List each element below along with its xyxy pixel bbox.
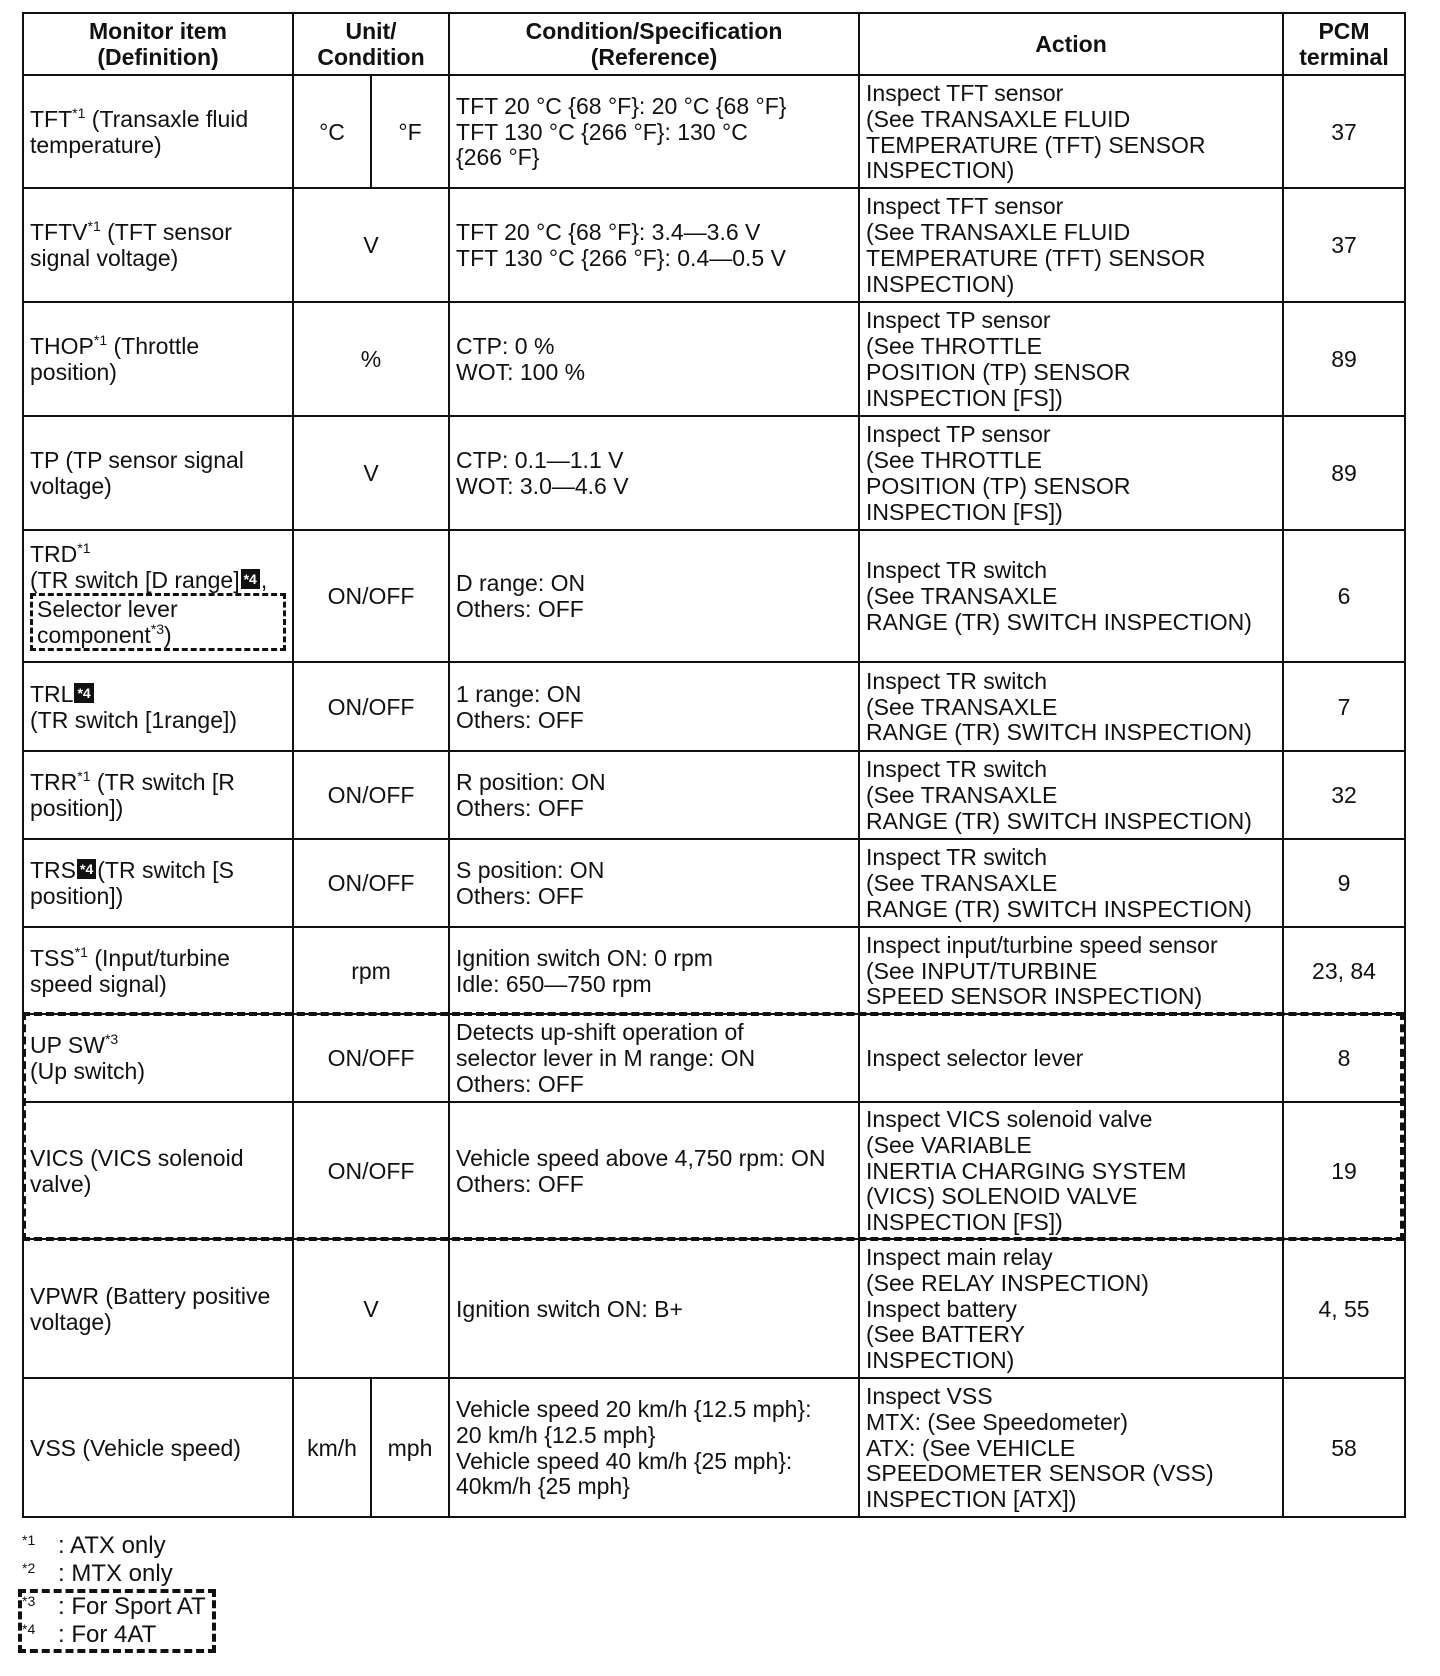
header-monitor-item: Monitor item (Definition) <box>23 13 293 75</box>
header-unit: Unit/ Condition <box>293 13 449 75</box>
table-row-tft <box>23 75 1405 188</box>
monitor-item: VICS (VICS solenoid valve) <box>23 1102 293 1239</box>
unit-celsius: °C <box>293 75 371 188</box>
action: Inspect TR switch (See TRANSAXLE RANGE (TR) SWITCH INSPECTION) <box>859 751 1283 839</box>
unit: ON/OFF <box>293 751 449 839</box>
pcm-terminal: 8 <box>1283 1014 1405 1102</box>
table-row-trl <box>23 662 1405 751</box>
sport-at-dashed-box: Selector lever component$^{*3}$) <box>30 593 286 651</box>
table-row-vpwr <box>23 1239 1405 1378</box>
unit: ON/OFF <box>293 1014 449 1102</box>
condition: Ignition switch ON: B+ <box>449 1239 859 1378</box>
action: Inspect TFT sensor (See TRANSAXLE FLUID TEMPERATURE (TFT) SENSOR INSPECTION) <box>859 188 1283 302</box>
condition: R position: ON Others: OFF <box>449 751 859 839</box>
pcm-terminal: 37 <box>1283 75 1405 188</box>
unit-mph: mph <box>371 1378 449 1517</box>
pcm-terminal: 89 <box>1283 416 1405 530</box>
condition: Vehicle speed 20 km/h {12.5 mph}: 20 km/h {12.5 mph} Vehicle speed 40 km/h {25 mph}: 40km/h {25 mph} <box>449 1378 859 1517</box>
condition: CTP: 0 % WOT: 100 % <box>449 302 859 416</box>
monitor-item: VSS (Vehicle speed) <box>23 1378 293 1517</box>
monitor-item: TRR$^{*1}$ (TR switch [R position]) <box>23 751 293 839</box>
action: Inspect main relay (See RELAY INSPECTION) Inspect battery (See BATTERY INSPECTION) <box>859 1239 1283 1378</box>
action: Inspect TR switch (See TRANSAXLE RANGE (TR) SWITCH INSPECTION) <box>859 662 1283 751</box>
condition: Detects up-shift operation of selector lever in M range: ON Others: OFF <box>449 1014 859 1102</box>
unit: ON/OFF <box>293 1102 449 1239</box>
footnote-dashed-group <box>18 1589 216 1654</box>
unit: ON/OFF <box>293 839 449 927</box>
monitor-item: TFT$^{*1}$ (Transaxle fluid temperature) <box>23 75 293 188</box>
pcm-terminal: 6 <box>1283 530 1405 662</box>
monitor-item: THOP$^{*1}$ (Throttle position) <box>23 302 293 416</box>
monitor-item: TRS *4 (TR switch [S position]) <box>23 839 293 927</box>
table-header-row <box>23 13 1405 75</box>
monitor-item: UP SW$^{*3}$ (Up switch) <box>23 1014 293 1102</box>
table-row-trs <box>23 839 1405 927</box>
action: Inspect TP sensor (See THROTTLE POSITION (TP) SENSOR INSPECTION [FS]) <box>859 416 1283 530</box>
monitor-item: TSS$^{*1}$ (Input/turbine speed signal) <box>23 927 293 1014</box>
condition: TFT 20 °C {68 °F}: 3.4—3.6 V TFT 130 °C {266 °F}: 0.4—0.5 V <box>449 188 859 302</box>
table-row-tp <box>23 416 1405 530</box>
unit-kmh: km/h <box>293 1378 371 1517</box>
table-row-trr <box>23 751 1405 839</box>
unit: % <box>293 302 449 416</box>
unit: V <box>293 188 449 302</box>
unit: ON/OFF <box>293 530 449 662</box>
monitor-item: TFTV$^{*1}$ (TFT sensor signal voltage) <box>23 188 293 302</box>
unit-fahrenheit: °F <box>371 75 449 188</box>
table-row-thop <box>23 302 1405 416</box>
pcm-terminal: 32 <box>1283 751 1405 839</box>
table-row-tftv <box>23 188 1405 302</box>
for-4at-badge: *4 <box>241 569 260 589</box>
monitor-item: TRD$^{*1}$ (TR switch [D range] *4 , Selector lever component$^{*3}$) <box>23 530 293 662</box>
action: Inspect VICS solenoid valve (See VARIABLE INERTIA CHARGING SYSTEM (VICS) SOLENOID VALVE INSPECTION [FS]) <box>859 1102 1283 1239</box>
action: Inspect TP sensor (See THROTTLE POSITION (TP) SENSOR INSPECTION [FS]) <box>859 302 1283 416</box>
condition: TFT 20 °C {68 °F}: 20 °C {68 °F} TFT 130 °C {266 °F}: 130 °C {266 °F} <box>449 75 859 188</box>
condition: S position: ON Others: OFF <box>449 839 859 927</box>
unit: V <box>293 416 449 530</box>
unit: ON/OFF <box>293 662 449 751</box>
pcm-terminal: 23, 84 <box>1283 927 1405 1014</box>
monitor-item-table <box>22 12 1406 1518</box>
action: Inspect input/turbine speed sensor (See INPUT/TURBINE SPEED SENSOR INSPECTION) <box>859 927 1283 1014</box>
pcm-terminal: 37 <box>1283 188 1405 302</box>
pcm-terminal: 7 <box>1283 662 1405 751</box>
header-pcm-terminal: PCM terminal <box>1283 13 1405 75</box>
header-action: Action <box>859 13 1283 75</box>
action: Inspect TFT sensor (See TRANSAXLE FLUID TEMPERATURE (TFT) SENSOR INSPECTION) <box>859 75 1283 188</box>
pcm-terminal: 9 <box>1283 839 1405 927</box>
for-4at-badge: *4 <box>77 859 96 879</box>
table-row-vss <box>23 1378 1405 1517</box>
table-row-tss <box>23 927 1405 1014</box>
monitor-item: TRL *4 (TR switch [1range]) <box>23 662 293 751</box>
pcm-terminal: 58 <box>1283 1378 1405 1517</box>
footnotes <box>22 1532 216 1653</box>
footnote-sport-at: *3 : For Sport AT <box>22 1592 206 1620</box>
table-row-vics <box>23 1102 1405 1239</box>
pcm-terminal: 19 <box>1283 1102 1405 1239</box>
unit: rpm <box>293 927 449 1014</box>
header-condition: Condition/Specification (Reference) <box>449 13 859 75</box>
unit: V <box>293 1239 449 1378</box>
action: Inspect TR switch (See TRANSAXLE RANGE (TR) SWITCH INSPECTION) <box>859 530 1283 662</box>
condition: Vehicle speed above 4,750 rpm: ON Others: OFF <box>449 1102 859 1239</box>
table-row-trd <box>23 530 1405 662</box>
pcm-terminal: 89 <box>1283 302 1405 416</box>
table-row-up-sw <box>23 1014 1405 1102</box>
monitor-item: VPWR (Battery positive voltage) <box>23 1239 293 1378</box>
footnote-atx-only: *1 : ATX only <box>22 1532 166 1559</box>
action: Inspect TR switch (See TRANSAXLE RANGE (TR) SWITCH INSPECTION) <box>859 839 1283 927</box>
condition: Ignition switch ON: 0 rpm Idle: 650—750 rpm <box>449 927 859 1014</box>
monitor-item: TP (TP sensor signal voltage) <box>23 416 293 530</box>
action: Inspect VSS MTX: (See Speedometer) ATX: (See VEHICLE SPEEDOMETER SENSOR (VSS) INSPECTION [ATX]) <box>859 1378 1283 1517</box>
for-4at-badge: *4 <box>74 683 93 703</box>
condition: D range: ON Others: OFF <box>449 530 859 662</box>
action: Inspect selector lever <box>859 1014 1283 1102</box>
condition: CTP: 0.1—1.1 V WOT: 3.0—4.6 V <box>449 416 859 530</box>
footnote-mtx-only: *2 : MTX only <box>22 1560 173 1588</box>
pcm-terminal: 4, 55 <box>1283 1239 1405 1378</box>
condition: 1 range: ON Others: OFF <box>449 662 859 751</box>
footnote-4at: *4 : For 4AT <box>22 1620 157 1648</box>
